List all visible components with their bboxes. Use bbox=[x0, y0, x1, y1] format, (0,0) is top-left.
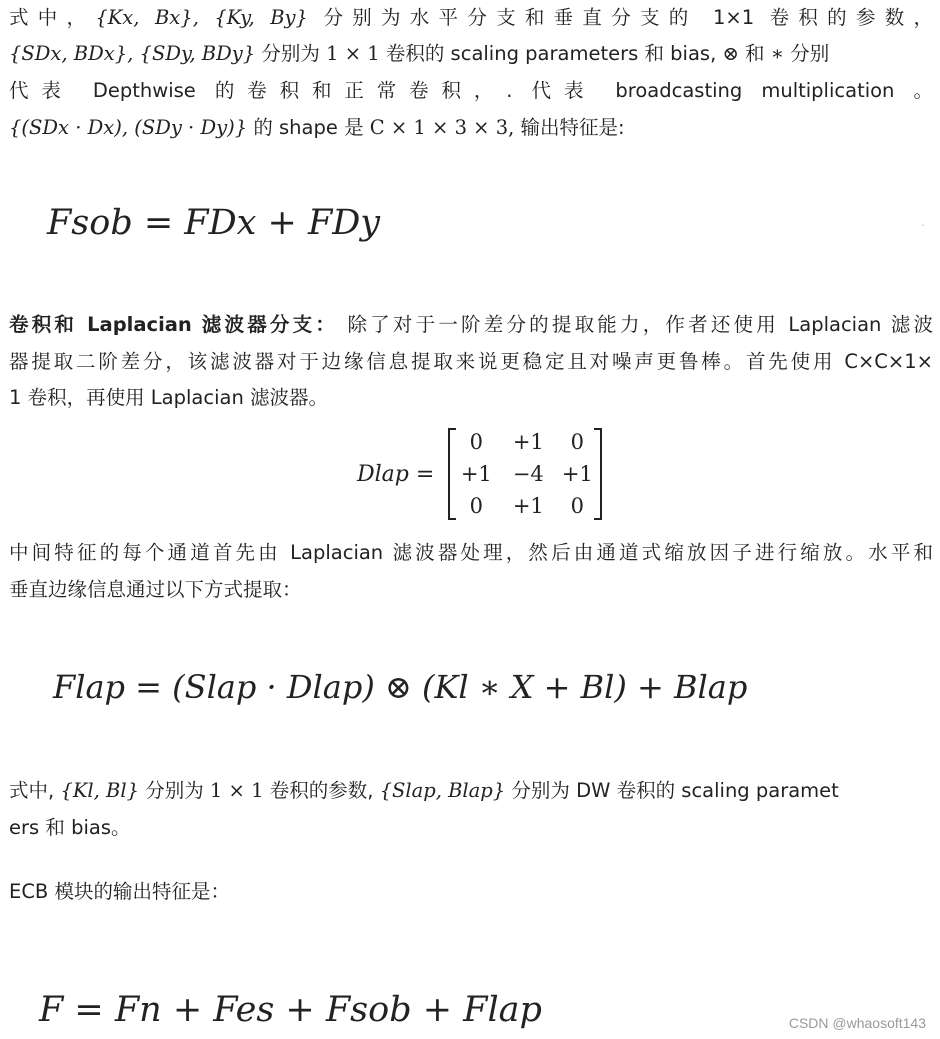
math-sd-bd: {SDx, BDx}, {SDy, BDy} bbox=[9, 42, 256, 65]
matrix-cell: +1 bbox=[512, 430, 544, 454]
text-segment: 分别为 bbox=[261, 42, 320, 65]
para1-line4 bbox=[9, 110, 933, 147]
para1-line1 bbox=[9, 0, 933, 37]
math-conv-size: 1 × 1 bbox=[326, 42, 380, 65]
para4-line1 bbox=[9, 773, 939, 810]
equation-f-lap: Flap = (Slap · Dlap) ⊗ (Kl ∗ X + Bl) + Blap bbox=[53, 668, 748, 706]
equation-f-sob: Fsob = FDx + FDy bbox=[47, 203, 381, 243]
text-segment: 分别为 DW 卷积的 scaling paramet bbox=[511, 779, 839, 802]
para2-line1 bbox=[9, 307, 933, 344]
math-kl-bl: {Kl, Bl} bbox=[60, 779, 139, 802]
matrix-label: Dlap = bbox=[357, 461, 435, 487]
para2-line3: 1 卷积，再使用 Laplacian 滤波器。 bbox=[9, 386, 329, 409]
equation-f-total: F = Fn + Fes + Fsob + Flap bbox=[39, 990, 542, 1030]
math-shape: C × 1 × 3 × 3, bbox=[369, 116, 515, 139]
text-segment: 和 bbox=[745, 42, 765, 65]
math-conv-size: 1 × 1 bbox=[209, 779, 264, 802]
text-segment: 分别为 bbox=[145, 779, 204, 802]
matrix-cell: 0 bbox=[570, 430, 584, 454]
text-segment: 分别为水平分支和垂直分支的 1×1 卷积的参数， bbox=[323, 6, 933, 29]
para5: ECB 模块的输出特征是： bbox=[9, 880, 231, 903]
matrix-cell: 0 bbox=[570, 494, 584, 518]
stray-mark: - bbox=[921, 220, 925, 231]
para3-line2: 垂直边缘信息通过以下方式提取： bbox=[9, 578, 302, 601]
watermark: CSDN @whaosoft143 bbox=[788, 1015, 926, 1031]
ast-symbol: ∗ bbox=[770, 42, 784, 65]
text-segment: 除了对于一阶差分的提取能力，作者还使用 Laplacian 滤波 bbox=[347, 313, 934, 336]
text-segment: 式中, bbox=[9, 779, 55, 802]
para3-line1: 中间特征的每个通道首先由 Laplacian 滤波器处理，然后由通道式缩放因子进行缩放。水平和 bbox=[9, 541, 933, 564]
text-segment: 输出特征是: bbox=[520, 116, 625, 139]
text-segment: 卷积的参数, bbox=[269, 779, 374, 802]
otimes-symbol: ⊗ bbox=[722, 42, 739, 65]
para4-line2: ers 和 bias。 bbox=[9, 816, 131, 839]
matrix-cell: +1 bbox=[512, 494, 544, 518]
para2-line2: 器提取二阶差分，该滤波器对于边缘信息提取来说更稳定且对噪声更鲁棒。首先使用 C×C×1× bbox=[9, 350, 933, 373]
math-kx-ky: {Kx, Bx}, {Ky, By} bbox=[95, 6, 308, 29]
text-segment: 分别 bbox=[790, 42, 830, 65]
matrix-cell: +1 bbox=[561, 462, 593, 486]
math-sd-d: {(SDx · Dx), (SDy · Dy)} bbox=[9, 116, 248, 139]
laplacian-matrix-equation bbox=[357, 427, 602, 521]
text-segment: 的 shape 是 bbox=[253, 116, 364, 139]
text-segment: 式中， bbox=[9, 6, 96, 29]
text-segment: 卷积的 scaling parameters 和 bias, bbox=[385, 42, 717, 65]
section-heading: 卷积和 Laplacian 滤波器分支： bbox=[9, 313, 339, 336]
matrix-cell: 0 bbox=[469, 494, 483, 518]
para1-line2 bbox=[9, 36, 933, 73]
matrix-cell: +1 bbox=[460, 462, 492, 486]
laplacian-matrix bbox=[448, 426, 602, 522]
matrix-cell: 0 bbox=[469, 430, 483, 454]
para1-line3: 代表 Depthwise 的卷积和正常卷积，. 代表 broadcasting multiplication 。 bbox=[9, 79, 933, 102]
matrix-cell: −4 bbox=[512, 462, 544, 486]
math-slap-blap: {Slap, Blap} bbox=[379, 779, 506, 802]
